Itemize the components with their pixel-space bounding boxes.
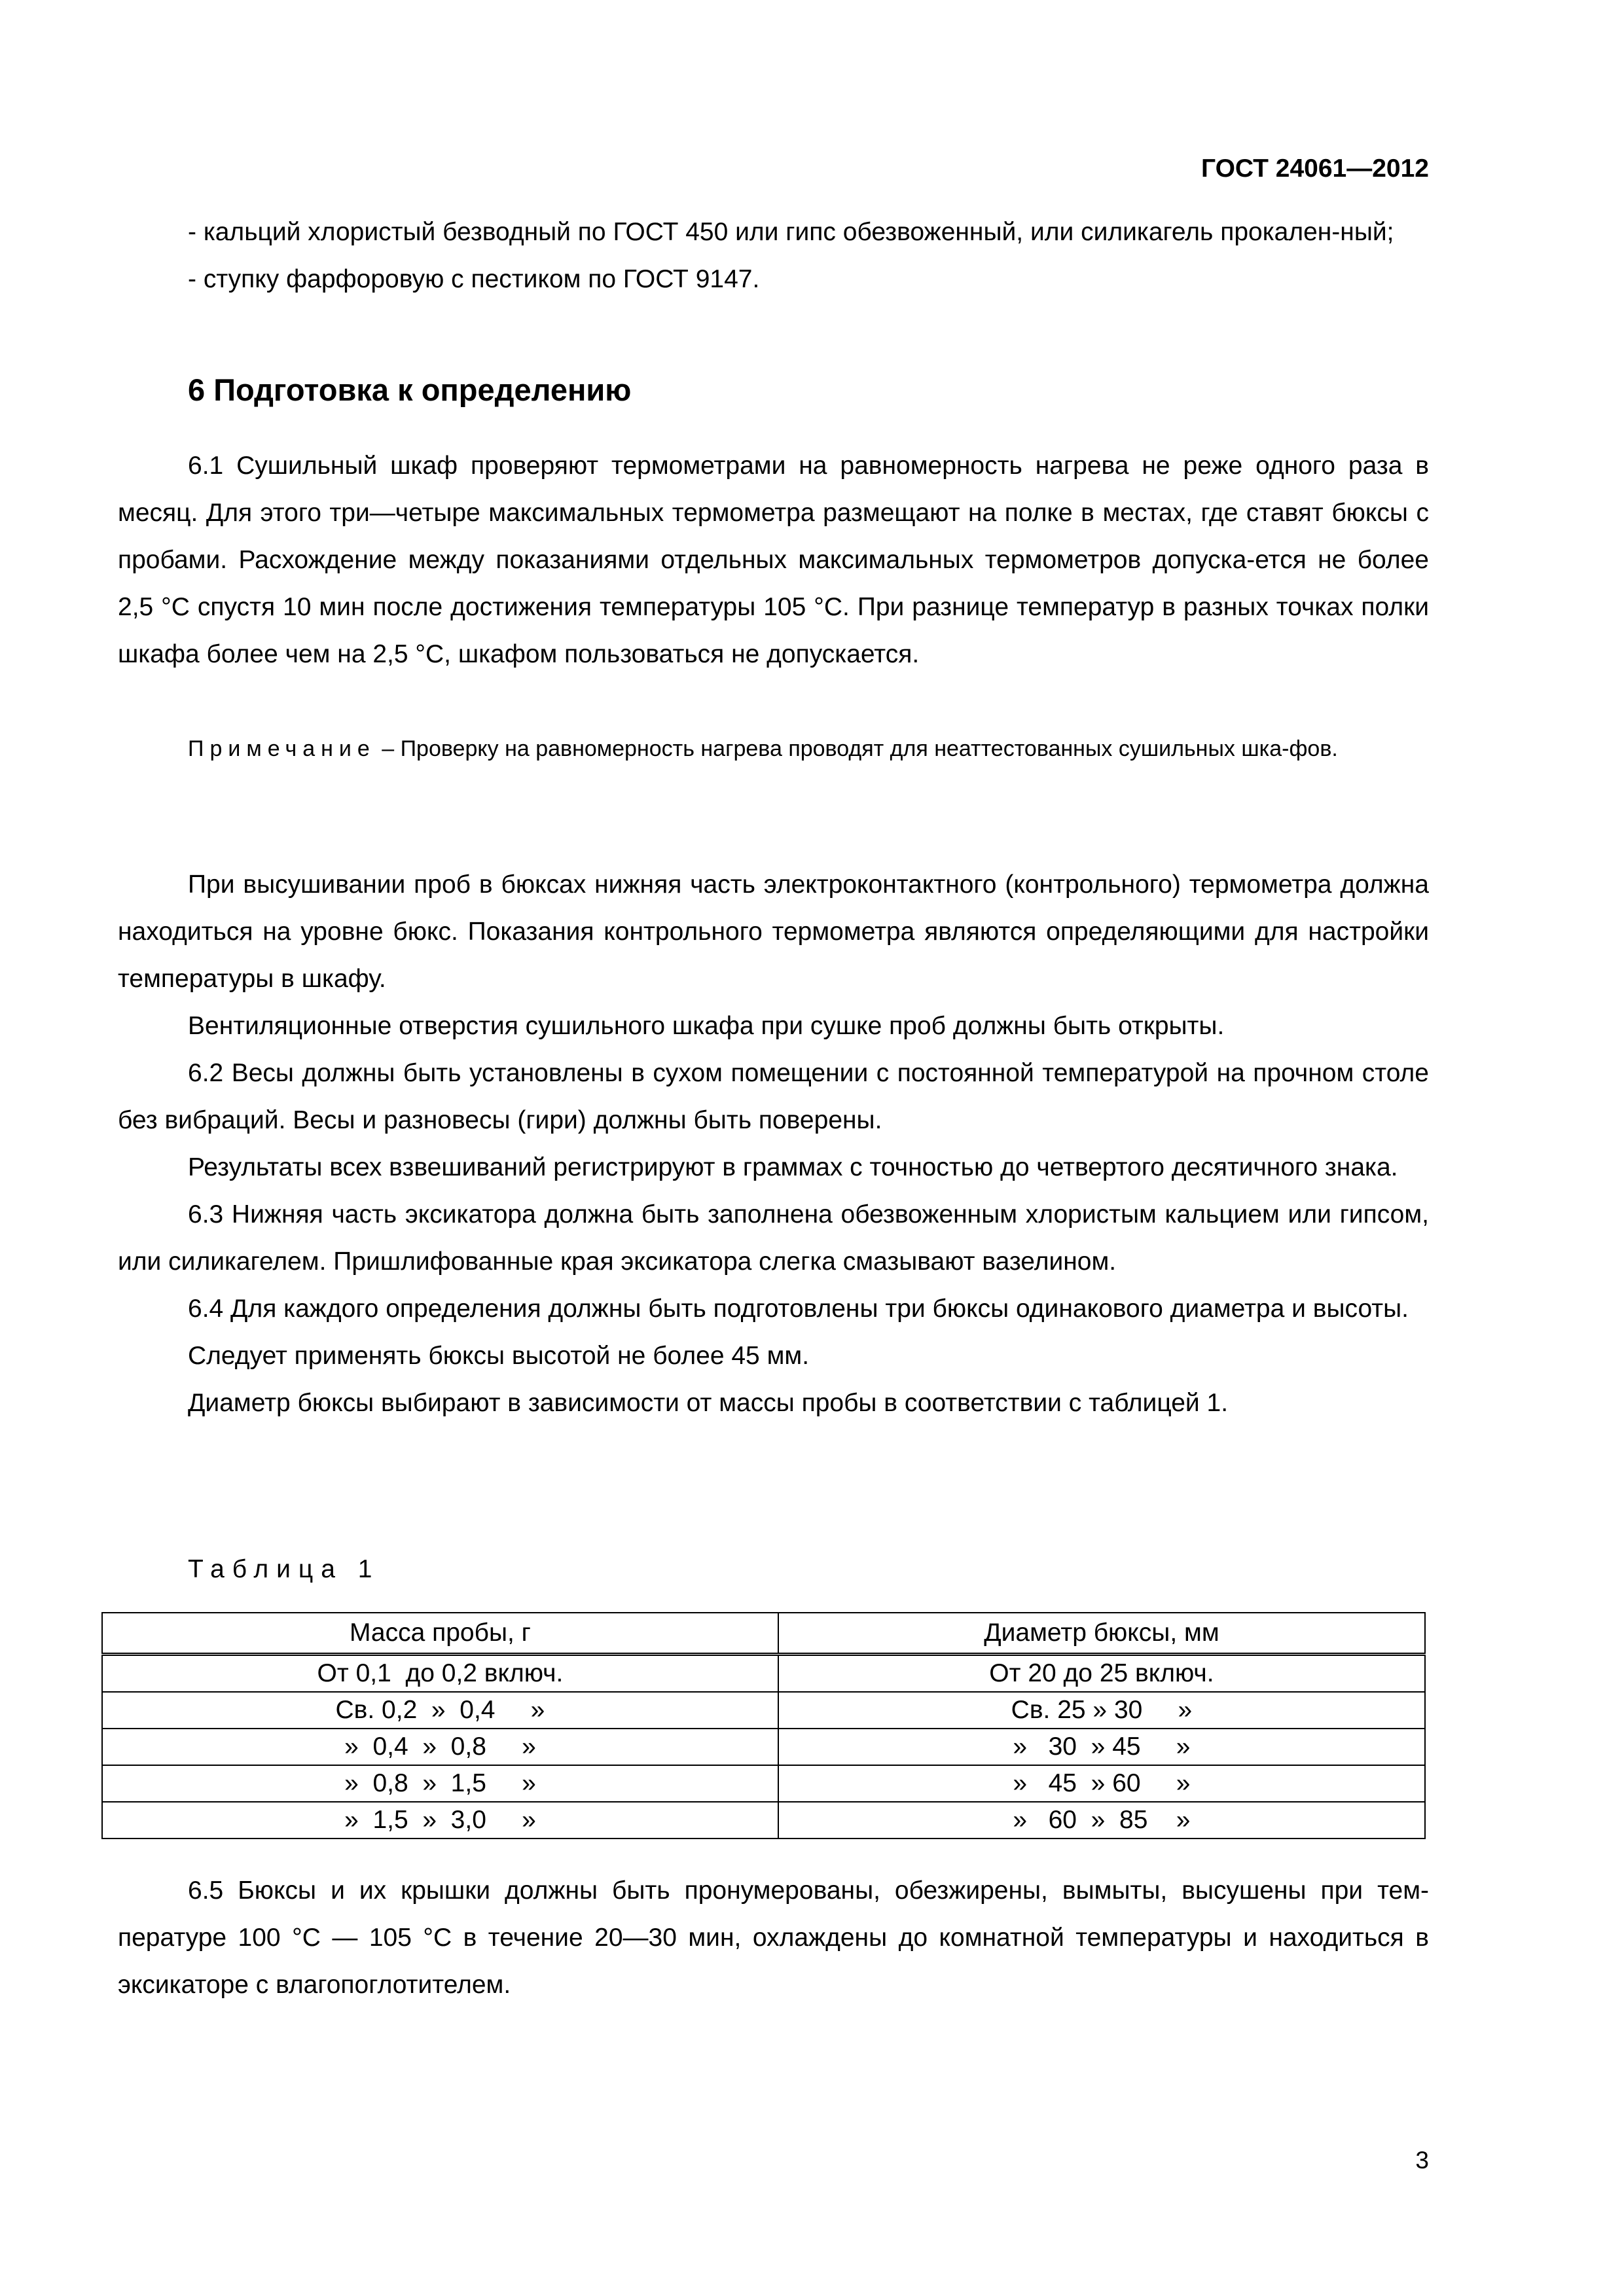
standard-number: ГОСТ 24061—2012 <box>1201 154 1429 183</box>
list-item: - кальций хлористый безводный по ГОСТ 450 или гипс обезвоженный, или силикагель прокален-ный; <box>188 218 1394 246</box>
section5-tail <box>118 209 1429 303</box>
note-label: Примечание <box>188 736 376 761</box>
table-row <box>102 1765 1425 1802</box>
paragraph-6-4: 6.4 Для каждого определения должны быть подготовлены три бюксы одинакового диаметра и высоты. <box>188 1295 1409 1323</box>
table-cell: » 30 » 45 » <box>778 1729 1425 1765</box>
table-cell: » 0,8 » 1,5 » <box>102 1765 778 1802</box>
table-row <box>102 1655 1425 1693</box>
table-cell: От 0,1 до 0,2 включ. <box>102 1655 778 1693</box>
note <box>118 725 1429 772</box>
table-cell: » 0,4 » 0,8 » <box>102 1729 778 1765</box>
table-header-mass: Масса пробы, г <box>102 1613 778 1655</box>
paragraph-6-3: 6.3 Нижняя часть эксикатора должна быть заполнена обезвоженным хлористым кальцием или гипсом, или силикагелем. Пришлифованные края эксикатора слегка смазывают вазелином. <box>118 1200 1429 1276</box>
table-caption: Таблица 1 <box>188 1555 380 1583</box>
table-row <box>102 1692 1425 1729</box>
paragraph: Следует применять бюксы высотой не более 45 мм. <box>188 1342 810 1370</box>
table-row <box>102 1729 1425 1765</box>
paragraph: Вентиляционные отверстия сушильного шкафа при сушке проб должны быть открыты. <box>188 1012 1225 1040</box>
table-cell: Св. 0,2 » 0,4 » <box>102 1692 778 1729</box>
table-cell: » 1,5 » 3,0 » <box>102 1802 778 1839</box>
table-header-diameter: Диаметр бюксы, мм <box>778 1613 1425 1655</box>
page-number: 3 <box>1415 2147 1429 2174</box>
table-1 <box>101 1612 1426 1839</box>
list-item: - ступку фарфоровую с пестиком по ГОСТ 9147. <box>188 265 760 293</box>
paragraph: 6.5 Бюксы и их крышки должны быть пронумерованы, обезжирены, вымыты, высушены при тем-пературе 100 °С — 105 °С в течение 20—30 мин, охлаждены до комнатной температуры и находиться в эксикаторе с влагопоглотителем. <box>118 1876 1429 1999</box>
note-dash: – <box>375 736 401 761</box>
paragraph: Диаметр бюксы выбирают в зависимости от массы пробы в соответствии с таблицей 1. <box>188 1389 1229 1417</box>
table-cell: От 20 до 25 включ. <box>778 1655 1425 1693</box>
table-header-row <box>102 1613 1425 1655</box>
table-cell: » 60 » 85 » <box>778 1802 1425 1839</box>
paragraph: 6.1 Сушильный шкаф проверяют термометрами на равномерность нагрева не реже одного раза в месяц. Для этого три—четыре максимальных термометра размещают на полке в местах, где ставят бюксы с пробами. Расхождение между показаниями отдельных максимальных термометров допуска-ется не более 2,5 °С спустя 10 мин после достижения температуры 105 °С. При разнице температур в разных точках полки шкафа более чем на 2,5 °С, шкафом пользоваться не допускается. <box>118 452 1429 668</box>
paragraph: Результаты всех взвешиваний регистрируют в граммах с точностью до четвертого десятичного знака. <box>188 1153 1398 1181</box>
table-row <box>102 1802 1425 1839</box>
paragraph-6-1 <box>118 442 1429 678</box>
table-cell: » 45 » 60 » <box>778 1765 1425 1802</box>
paragraphs-block <box>118 861 1429 1427</box>
paragraph-6-2: 6.2 Весы должны быть установлены в сухом помещении с постоянной температурой на прочном столе без вибраций. Весы и разновесы (гири) должны быть поверены. <box>118 1059 1429 1134</box>
table-cell: Св. 25 » 30 » <box>778 1692 1425 1729</box>
paragraph-6-5 <box>118 1867 1429 2009</box>
note-text: Проверку на равномерность нагрева проводят для неаттестованных сушильных шка-фов. <box>400 736 1338 761</box>
paragraph: При высушивании проб в бюксах нижняя часть электроконтактного (контрольного) термометра должна находиться на уровне бюкс. Показания контрольного термометра являются определяющими для настройки температуры в шкафу. <box>118 870 1429 993</box>
section-heading: 6 Подготовка к определению <box>188 372 632 407</box>
